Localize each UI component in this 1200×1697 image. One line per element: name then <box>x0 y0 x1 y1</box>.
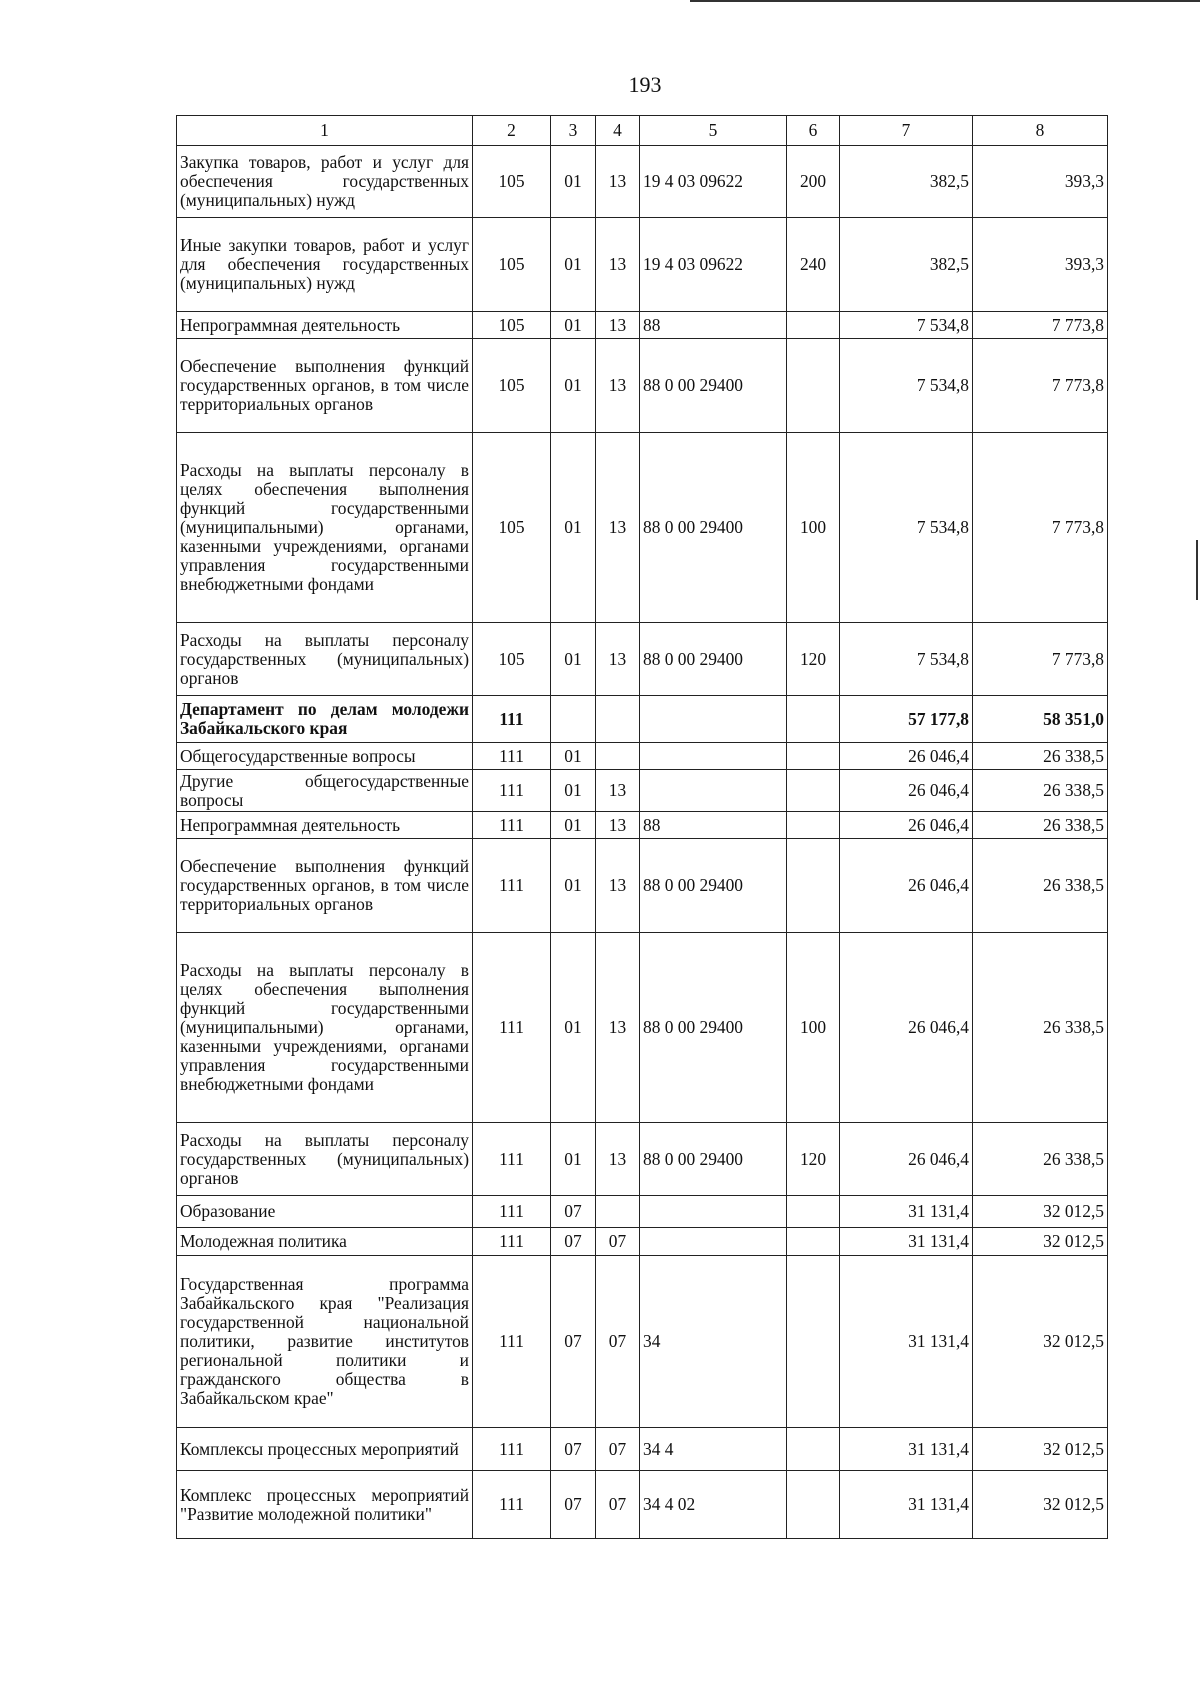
cell-expense-type <box>787 339 840 433</box>
cell-expense-type <box>787 839 840 933</box>
cell-sum-col7: 7 534,8 <box>840 312 973 339</box>
cell-section: 01 <box>551 770 596 812</box>
cell-subsection: 13 <box>596 218 640 312</box>
cell-sum-col7: 7 534,8 <box>840 433 973 623</box>
cell-sum-col8: 393,3 <box>973 218 1108 312</box>
cell-admin-code: 111 <box>473 1196 551 1228</box>
cell-admin-code: 105 <box>473 218 551 312</box>
cell-sum-col8: 32 012,5 <box>973 1196 1108 1228</box>
cell-expense-type <box>787 1228 840 1256</box>
scan-edge-top <box>690 0 1200 2</box>
table-row <box>177 933 1108 1123</box>
cell-subsection: 07 <box>596 1256 640 1428</box>
cell-subsection: 13 <box>596 933 640 1123</box>
cell-sum-col7: 7 534,8 <box>840 623 973 696</box>
cell-expense-type <box>787 812 840 839</box>
cell-name: Закупка товаров, работ и услуг для обеспечения государственных (муниципальных) нужд <box>177 146 473 218</box>
cell-expense-type <box>787 770 840 812</box>
cell-sum-col8: 32 012,5 <box>973 1256 1108 1428</box>
cell-target-article: 34 <box>640 1256 787 1428</box>
col-header-8: 8 <box>973 116 1108 146</box>
cell-sum-col7: 7 534,8 <box>840 339 973 433</box>
table-row <box>177 1256 1108 1428</box>
cell-target-article <box>640 1196 787 1228</box>
cell-sum-col8: 7 773,8 <box>973 339 1108 433</box>
table-row <box>177 218 1108 312</box>
cell-section: 01 <box>551 433 596 623</box>
cell-sum-col7: 31 131,4 <box>840 1196 973 1228</box>
cell-expense-type <box>787 743 840 770</box>
cell-name: Молодежная политика <box>177 1228 473 1256</box>
cell-name: Непрограммная деятельность <box>177 312 473 339</box>
cell-name: Комплексы процессных мероприятий <box>177 1428 473 1471</box>
cell-name: Непрограммная деятельность <box>177 812 473 839</box>
cell-target-article: 19 4 03 09622 <box>640 218 787 312</box>
cell-expense-type <box>787 1196 840 1228</box>
cell-sum-col8: 26 338,5 <box>973 1123 1108 1196</box>
cell-expense-type: 200 <box>787 146 840 218</box>
cell-sum-col8: 32 012,5 <box>973 1471 1108 1539</box>
cell-section: 07 <box>551 1428 596 1471</box>
cell-sum-col7: 31 131,4 <box>840 1471 973 1539</box>
table-row <box>177 696 1108 743</box>
cell-section: 01 <box>551 839 596 933</box>
cell-section: 01 <box>551 933 596 1123</box>
cell-target-article <box>640 696 787 743</box>
cell-sum-col7: 26 046,4 <box>840 770 973 812</box>
cell-name: Иные закупки товаров, работ и услуг для обеспечения государственных (муниципальных) нужд <box>177 218 473 312</box>
cell-section: 01 <box>551 623 596 696</box>
col-header-3: 3 <box>551 116 596 146</box>
cell-name: Другие общегосударственные вопросы <box>177 770 473 812</box>
cell-section: 01 <box>551 1123 596 1196</box>
cell-admin-code: 111 <box>473 1428 551 1471</box>
cell-target-article: 88 0 00 29400 <box>640 339 787 433</box>
cell-sum-col7: 26 046,4 <box>840 839 973 933</box>
cell-expense-type <box>787 696 840 743</box>
cell-sum-col8: 32 012,5 <box>973 1428 1108 1471</box>
cell-expense-type <box>787 312 840 339</box>
table-row <box>177 1428 1108 1471</box>
cell-name: Общегосударственные вопросы <box>177 743 473 770</box>
cell-target-article: 88 0 00 29400 <box>640 933 787 1123</box>
cell-section: 07 <box>551 1196 596 1228</box>
cell-target-article <box>640 743 787 770</box>
cell-sum-col8: 393,3 <box>973 146 1108 218</box>
cell-subsection: 07 <box>596 1428 640 1471</box>
cell-section: 01 <box>551 339 596 433</box>
cell-admin-code: 105 <box>473 146 551 218</box>
cell-expense-type: 100 <box>787 433 840 623</box>
cell-name: Расходы на выплаты персоналу государственных (муниципальных) органов <box>177 623 473 696</box>
cell-subsection: 13 <box>596 433 640 623</box>
cell-sum-col7: 26 046,4 <box>840 743 973 770</box>
cell-name: Комплекс процессных мероприятий "Развитие молодежной политики" <box>177 1471 473 1539</box>
cell-section: 07 <box>551 1471 596 1539</box>
cell-sum-col7: 382,5 <box>840 146 973 218</box>
cell-subsection: 07 <box>596 1471 640 1539</box>
cell-subsection: 13 <box>596 339 640 433</box>
cell-subsection: 13 <box>596 146 640 218</box>
table-row <box>177 339 1108 433</box>
cell-admin-code: 105 <box>473 312 551 339</box>
cell-admin-code: 111 <box>473 1471 551 1539</box>
table-row <box>177 623 1108 696</box>
cell-target-article: 88 0 00 29400 <box>640 1123 787 1196</box>
table-row <box>177 743 1108 770</box>
cell-target-article <box>640 770 787 812</box>
cell-admin-code: 111 <box>473 1256 551 1428</box>
cell-section: 07 <box>551 1228 596 1256</box>
cell-target-article: 34 4 <box>640 1428 787 1471</box>
table-row <box>177 1228 1108 1256</box>
cell-sum-col8: 26 338,5 <box>973 743 1108 770</box>
cell-expense-type: 100 <box>787 933 840 1123</box>
cell-section: 01 <box>551 812 596 839</box>
cell-section: 07 <box>551 1256 596 1428</box>
col-header-1: 1 <box>177 116 473 146</box>
cell-name: Департамент по делам молодежи Забайкальского края <box>177 696 473 743</box>
cell-name: Образование <box>177 1196 473 1228</box>
cell-section: 01 <box>551 743 596 770</box>
cell-expense-type <box>787 1471 840 1539</box>
cell-target-article: 88 0 00 29400 <box>640 433 787 623</box>
cell-subsection <box>596 1196 640 1228</box>
cell-expense-type: 120 <box>787 1123 840 1196</box>
cell-admin-code: 111 <box>473 839 551 933</box>
cell-sum-col7: 31 131,4 <box>840 1256 973 1428</box>
cell-sum-col7: 26 046,4 <box>840 812 973 839</box>
table-row <box>177 812 1108 839</box>
cell-subsection <box>596 696 640 743</box>
cell-target-article: 88 0 00 29400 <box>640 623 787 696</box>
cell-section <box>551 696 596 743</box>
cell-expense-type <box>787 1428 840 1471</box>
cell-section: 01 <box>551 218 596 312</box>
cell-sum-col7: 26 046,4 <box>840 933 973 1123</box>
col-header-6: 6 <box>787 116 840 146</box>
table-row <box>177 1471 1108 1539</box>
table-row <box>177 770 1108 812</box>
table-row <box>177 146 1108 218</box>
col-header-2: 2 <box>473 116 551 146</box>
cell-subsection: 13 <box>596 812 640 839</box>
cell-section: 01 <box>551 146 596 218</box>
cell-admin-code: 111 <box>473 812 551 839</box>
cell-name: Обеспечение выполнения функций государственных органов, в том числе территориальных органов <box>177 839 473 933</box>
cell-admin-code: 105 <box>473 623 551 696</box>
cell-sum-col8: 26 338,5 <box>973 933 1108 1123</box>
cell-expense-type: 240 <box>787 218 840 312</box>
cell-section: 01 <box>551 312 596 339</box>
table-row <box>177 433 1108 623</box>
cell-subsection: 07 <box>596 1228 640 1256</box>
cell-expense-type <box>787 1256 840 1428</box>
cell-target-article: 88 <box>640 812 787 839</box>
cell-subsection: 13 <box>596 770 640 812</box>
budget-table <box>176 115 1108 1539</box>
cell-sum-col8: 7 773,8 <box>973 312 1108 339</box>
cell-sum-col8: 26 338,5 <box>973 812 1108 839</box>
cell-sum-col8: 7 773,8 <box>973 433 1108 623</box>
page-number: 193 <box>628 72 662 97</box>
cell-subsection <box>596 743 640 770</box>
cell-subsection: 13 <box>596 839 640 933</box>
cell-subsection: 13 <box>596 1123 640 1196</box>
cell-target-article: 88 0 00 29400 <box>640 839 787 933</box>
cell-name: Расходы на выплаты персоналу в целях обеспечения выполнения функций государственными (муниципальными) органами, казенными учреждениями, органами управления государственными внебюджетными фондами <box>177 433 473 623</box>
cell-sum-col7: 31 131,4 <box>840 1228 973 1256</box>
table-row <box>177 839 1108 933</box>
col-header-5: 5 <box>640 116 787 146</box>
cell-expense-type: 120 <box>787 623 840 696</box>
header-row <box>177 116 1108 146</box>
cell-target-article: 19 4 03 09622 <box>640 146 787 218</box>
cell-admin-code: 105 <box>473 433 551 623</box>
table-row <box>177 1123 1108 1196</box>
cell-sum-col8: 26 338,5 <box>973 839 1108 933</box>
cell-admin-code: 105 <box>473 339 551 433</box>
cell-name: Обеспечение выполнения функций государственных органов, в том числе территориальных органов <box>177 339 473 433</box>
cell-admin-code: 111 <box>473 696 551 743</box>
col-header-4: 4 <box>596 116 640 146</box>
col-header-7: 7 <box>840 116 973 146</box>
cell-target-article <box>640 1228 787 1256</box>
cell-name: Расходы на выплаты персоналу государственных (муниципальных) органов <box>177 1123 473 1196</box>
cell-sum-col7: 382,5 <box>840 218 973 312</box>
cell-target-article: 88 <box>640 312 787 339</box>
cell-name: Расходы на выплаты персоналу в целях обеспечения выполнения функций государственными (муниципальными) органами, казенными учреждениями, органами управления государственными внебюджетными фондами <box>177 933 473 1123</box>
cell-target-article: 34 4 02 <box>640 1471 787 1539</box>
cell-sum-col7: 26 046,4 <box>840 1123 973 1196</box>
cell-sum-col8: 32 012,5 <box>973 1228 1108 1256</box>
table-body <box>177 146 1108 1539</box>
cell-sum-col7: 57 177,8 <box>840 696 973 743</box>
cell-name: Государственная программа Забайкальского края "Реализация государственной национальной политики, развитие институтов региональной политики и гражданского общества в Забайкальском крае" <box>177 1256 473 1428</box>
table-row <box>177 312 1108 339</box>
cell-admin-code: 111 <box>473 1123 551 1196</box>
cell-admin-code: 111 <box>473 933 551 1123</box>
cell-sum-col8: 58 351,0 <box>973 696 1108 743</box>
scan-edge-right <box>1196 540 1198 600</box>
cell-admin-code: 111 <box>473 1228 551 1256</box>
cell-subsection: 13 <box>596 312 640 339</box>
cell-admin-code: 111 <box>473 743 551 770</box>
cell-subsection: 13 <box>596 623 640 696</box>
cell-sum-col8: 7 773,8 <box>973 623 1108 696</box>
cell-admin-code: 111 <box>473 770 551 812</box>
table-row <box>177 1196 1108 1228</box>
cell-sum-col8: 26 338,5 <box>973 770 1108 812</box>
cell-sum-col7: 31 131,4 <box>840 1428 973 1471</box>
